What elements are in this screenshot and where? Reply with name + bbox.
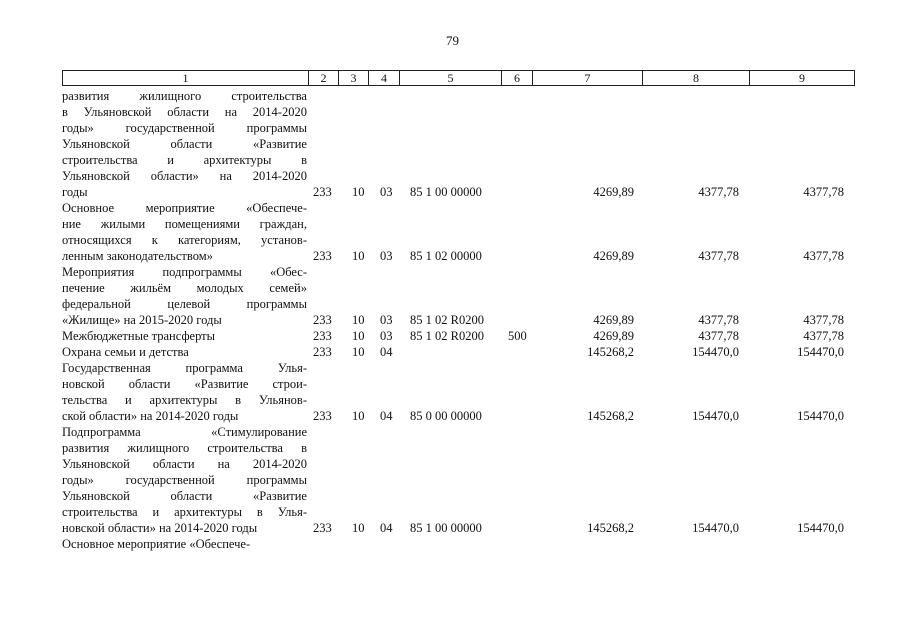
cell-col-9: 154470,0 xyxy=(797,345,844,359)
row-description-line: строительства и архитектуры в xyxy=(62,153,307,167)
cell-col-9: 4377,78 xyxy=(803,185,844,199)
cell-col-4: 04 xyxy=(380,521,393,535)
row-description-line: в Ульяновской области на 2014-2020 xyxy=(62,105,307,119)
cell-col-5: 85 1 02 R0200 xyxy=(410,329,484,343)
row-values xyxy=(62,312,852,328)
column-header-9: 9 xyxy=(750,71,855,86)
row-description-line: федеральной целевой программы xyxy=(62,297,307,311)
row-description-line: «Жилище» на 2015-2020 годы xyxy=(62,313,222,327)
cell-col-8: 154470,0 xyxy=(692,521,739,535)
row-description-line: ской области» на 2014-2020 годы xyxy=(62,409,239,423)
cell-col-3: 10 xyxy=(352,313,365,327)
cell-col-7: 4269,89 xyxy=(593,313,634,327)
cell-col-4: 03 xyxy=(380,249,393,263)
cell-col-4: 03 xyxy=(380,329,393,343)
cell-col-3: 10 xyxy=(352,185,365,199)
cell-col-2: 233 xyxy=(313,249,332,263)
cell-col-5: 85 1 00 00000 xyxy=(410,521,482,535)
row-values xyxy=(62,248,852,264)
row-description-line: тельства и архитектуры в Ульянов- xyxy=(62,393,307,407)
column-header-8: 8 xyxy=(643,71,750,86)
row-values xyxy=(62,184,852,200)
cell-col-7: 4269,89 xyxy=(593,329,634,343)
cell-col-8: 4377,78 xyxy=(698,329,739,343)
cell-col-4: 03 xyxy=(380,185,393,199)
row-description-line: Ульяновской области «Развитие xyxy=(62,137,307,151)
cell-col-9: 4377,78 xyxy=(803,313,844,327)
cell-col-2: 233 xyxy=(313,185,332,199)
row-description-line: ние жилыми помещениями граждан, xyxy=(62,217,307,231)
cell-col-5: 85 1 02 00000 xyxy=(410,249,482,263)
column-header-1: 1 xyxy=(63,71,309,86)
row-description-line: строительства и архитектуры в Улья- xyxy=(62,505,307,519)
table-row xyxy=(62,264,852,328)
row-description-line: Основное мероприятие «Обеспече- xyxy=(62,201,307,215)
table-row xyxy=(62,200,852,264)
row-values xyxy=(62,344,852,360)
budget-table-body xyxy=(62,88,852,552)
page-number: 79 xyxy=(446,33,459,48)
row-description-line: новской области» на 2014-2020 годы xyxy=(62,521,258,535)
column-header-4: 4 xyxy=(369,71,400,86)
cell-col-5: 85 0 00 00000 xyxy=(410,409,482,423)
row-description-line: развития жилищного строительства в xyxy=(62,441,307,455)
row-description-line: развития жилищного строительства xyxy=(62,89,307,103)
column-header-7: 7 xyxy=(533,71,643,86)
row-description-line: ленным законодательством» xyxy=(62,249,213,263)
row-description-line: Охрана семьи и детства xyxy=(62,345,189,359)
cell-col-8: 154470,0 xyxy=(692,345,739,359)
cell-col-9: 4377,78 xyxy=(803,249,844,263)
cell-col-2: 233 xyxy=(313,521,332,535)
table-row xyxy=(62,88,852,200)
cell-col-8: 4377,78 xyxy=(698,249,739,263)
row-values xyxy=(62,520,852,536)
cell-col-8: 4377,78 xyxy=(698,313,739,327)
row-description-line: Основное мероприятие «Обеспече- xyxy=(62,537,251,551)
row-description-line: относящихся к категориям, установ- xyxy=(62,233,307,247)
cell-col-3: 10 xyxy=(352,249,365,263)
table-row xyxy=(62,344,852,360)
cell-col-5: 85 1 02 R0200 xyxy=(410,313,484,327)
cell-col-2: 233 xyxy=(313,345,332,359)
row-description-line: Государственная программа Улья- xyxy=(62,361,307,375)
cell-col-4: 03 xyxy=(380,313,393,327)
cell-col-7: 145268,2 xyxy=(587,521,634,535)
cell-col-7: 145268,2 xyxy=(587,409,634,423)
row-description-line: годы xyxy=(62,185,88,199)
cell-col-3: 10 xyxy=(352,329,365,343)
column-header-6: 6 xyxy=(502,71,533,86)
row-description-line: Подпрограмма «Стимулирование xyxy=(62,425,307,439)
row-description-line: печение жильём молодых семей» xyxy=(62,281,307,295)
table-row xyxy=(62,424,852,536)
cell-col-8: 4377,78 xyxy=(698,185,739,199)
row-values xyxy=(62,408,852,424)
row-description-line: Межбюджетные трансферты xyxy=(62,329,216,343)
cell-col-7: 4269,89 xyxy=(593,249,634,263)
row-description-line: Ульяновской области «Развитие xyxy=(62,489,307,503)
cell-col-8: 154470,0 xyxy=(692,409,739,423)
row-description-line: новской области «Развитие строи- xyxy=(62,377,307,391)
cell-col-2: 233 xyxy=(313,329,332,343)
cell-col-4: 04 xyxy=(380,345,393,359)
cell-col-7: 145268,2 xyxy=(587,345,634,359)
column-header-3: 3 xyxy=(339,71,369,86)
column-header-5: 5 xyxy=(400,71,502,86)
row-values xyxy=(62,536,852,552)
cell-col-9: 154470,0 xyxy=(797,521,844,535)
cell-col-3: 10 xyxy=(352,521,365,535)
column-header-2: 2 xyxy=(309,71,339,86)
cell-col-3: 10 xyxy=(352,409,365,423)
table-row xyxy=(62,360,852,424)
cell-col-3: 10 xyxy=(352,345,365,359)
row-description-line: годы» государственной программы xyxy=(62,473,307,487)
table-row xyxy=(62,536,852,552)
cell-col-5: 85 1 00 00000 xyxy=(410,185,482,199)
column-header-row xyxy=(62,70,855,86)
cell-col-2: 233 xyxy=(313,409,332,423)
cell-col-7: 4269,89 xyxy=(593,185,634,199)
cell-col-9: 154470,0 xyxy=(797,409,844,423)
cell-col-2: 233 xyxy=(313,313,332,327)
cell-col-9: 4377,78 xyxy=(803,329,844,343)
cell-col-6: 500 xyxy=(508,329,527,343)
table-row xyxy=(62,328,852,344)
row-values xyxy=(62,328,852,344)
row-description-line: Ульяновской области на 2014-2020 xyxy=(62,457,307,471)
row-description-line: Ульяновской области» на 2014-2020 xyxy=(62,169,307,183)
cell-col-4: 04 xyxy=(380,409,393,423)
row-description-line: Мероприятия подпрограммы «Обес- xyxy=(62,265,307,279)
row-description-line: годы» государственной программы xyxy=(62,121,307,135)
